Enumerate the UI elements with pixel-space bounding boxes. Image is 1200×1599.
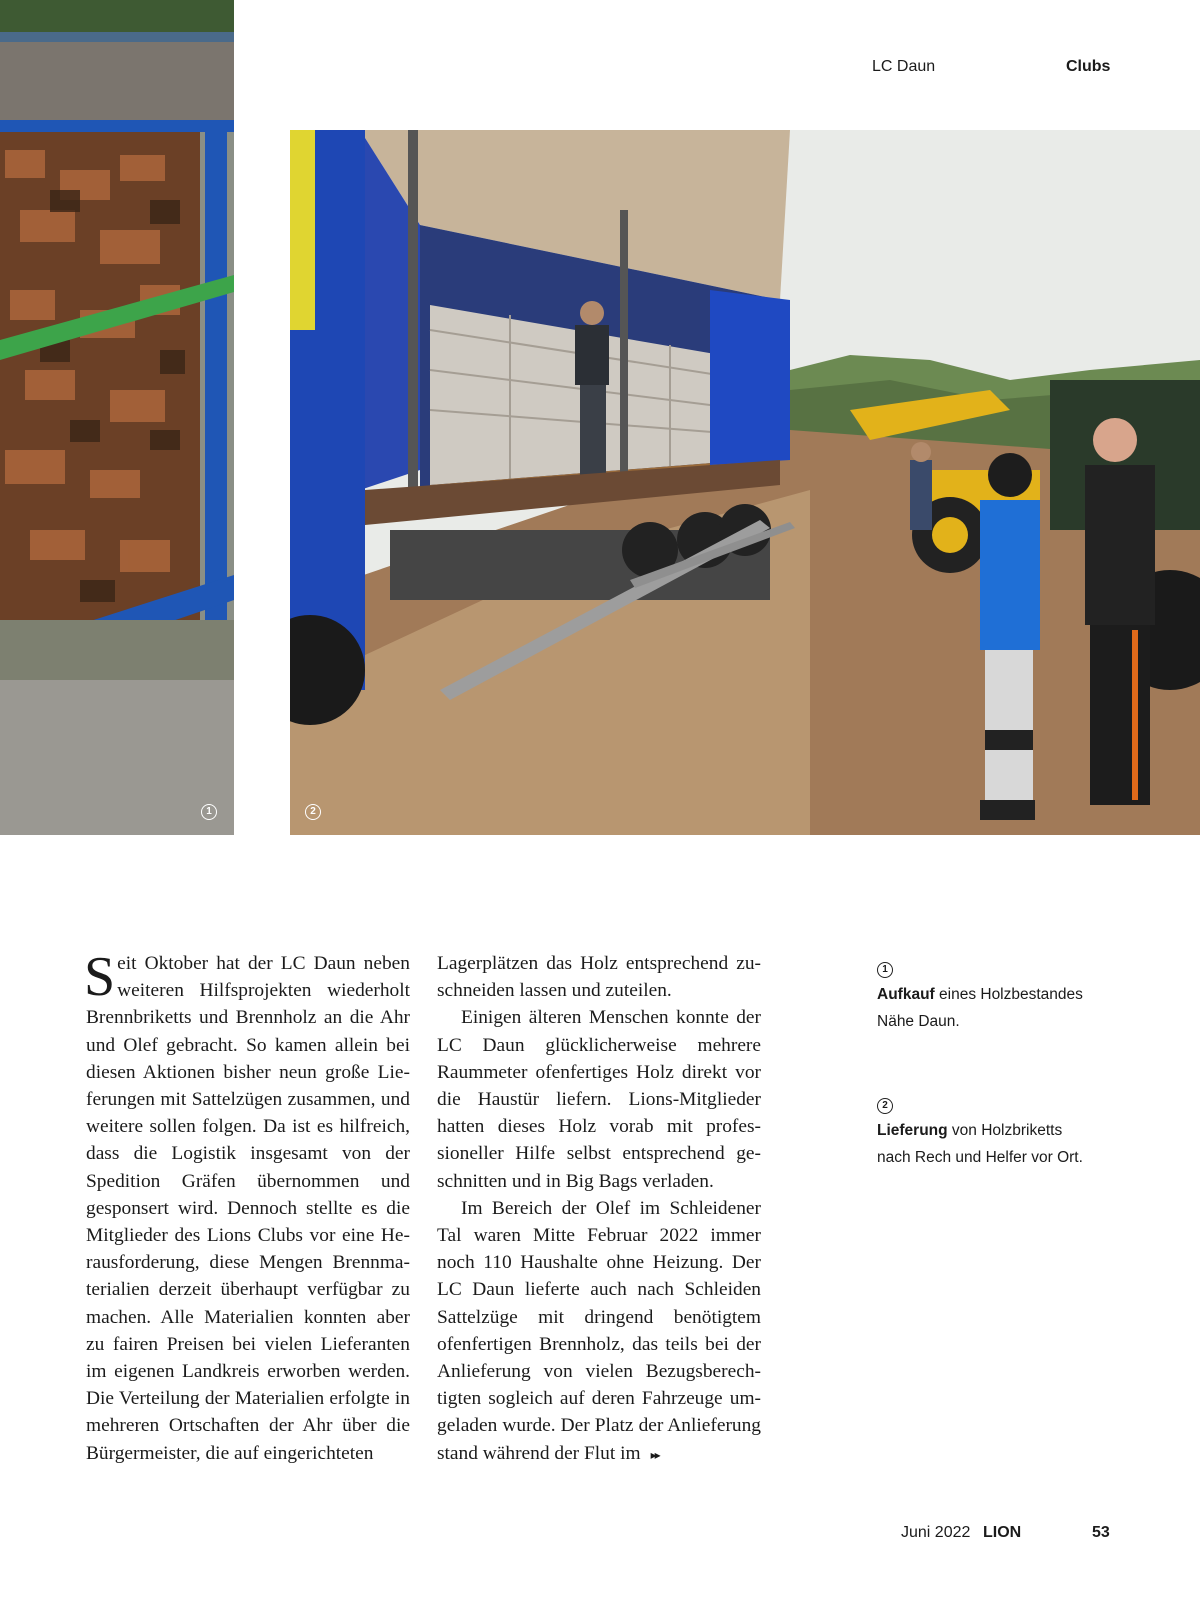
caption-text: Nähe Daun. <box>877 1013 960 1030</box>
photo-firewood-stack <box>0 0 234 835</box>
article-paragraph <box>84 946 410 1467</box>
footer-brand: LION <box>983 1524 1022 1541</box>
page-number: 53 <box>1092 1524 1110 1541</box>
article-paragraph: Lagerplätzen das Holz entsprechend zuschneiden lassen und zuteilen. <box>437 953 761 1002</box>
caption-2 <box>877 1090 1137 1171</box>
drop-cap: S <box>84 946 116 1008</box>
photo-truck-delivery <box>290 130 1200 835</box>
category-label: Clubs <box>1066 58 1111 75</box>
caption-1 <box>877 954 1137 1035</box>
photo-marker-1: 1 <box>201 804 217 820</box>
caption-text: nach Rech und Helfer vor Ort. <box>877 1149 1083 1166</box>
caption-text: von Holzbriketts <box>947 1122 1063 1139</box>
caption-bold: Aufkauf <box>877 986 935 1003</box>
article-column-1 <box>84 946 410 1467</box>
article-text: Im Bereich der Olef im Schleidener Tal waren Mitte Februar 2022 immer noch 110 Haushalte ohne Heizung. Der LC Daun lieferte auch nach Schleiden Sattelzüge mit dringend benötigtem ofenfertigen Brennholz, das teils bei der Anlieferung von vielen Bezugsberechtigten sogleich auf deren Fahrzeuge umgeladen wurde. Der Platz der Anlieferung stand während der Flut im <box>437 1197 761 1464</box>
continue-arrow-icon: ▸▸ <box>650 1447 659 1462</box>
caption-number: 1 <box>877 962 893 978</box>
caption-number: 2 <box>877 1098 893 1114</box>
photo-marker-2: 2 <box>305 804 321 820</box>
footer-date: Juni 2022 <box>901 1524 971 1541</box>
article-paragraph: Einigen älteren Menschen konnte der LC Daun glücklicherweise mehrere Raummeter ofenfertiges Holz direkt vor die Haustür liefern. Lions-Mitglieder hatten dieses Holz vorab mit professioneller Hilfe selbst entsprechend geschnitten und in Big Bags verladen. <box>437 1007 761 1192</box>
caption-text: eines Holzbestandes <box>934 986 1083 1003</box>
caption-bold: Lieferung <box>877 1122 948 1139</box>
article-text: eit Oktober hat der LC Daun neben weiteren Hilfsprojekten wiederholt Brennbriketts und Brennholz an die Ahr und Olef gebracht. So kamen allein bei diesen Aktionen bisher neun große Lieferungen mit Sattelzügen zusammen, und weitere sollen folgen. Da ist es hilfreich, dass die Logistik insgesamt von der Spedition Gräfen übernommen und gesponsert wird. Dennoch stellte es die Mitglieder des Lions Clubs vor eine Herausforderung, diese Mengen Brennmaterialien derzeit überhaupt verfügbar zu machen. Alle Materialien konnten aber zu fairen Preisen bei vielen Lieferanten im eigenen Landkreis erworben werden. Die Verteilung der Materialien erfolgte in mehreren Ortschaften der Ahr über die Bürgermeister, die auf eingerichteten <box>86 953 410 1464</box>
section-label: LC Daun <box>872 58 936 75</box>
article-paragraph <box>437 1195 761 1469</box>
article-column-2 <box>437 950 761 1469</box>
